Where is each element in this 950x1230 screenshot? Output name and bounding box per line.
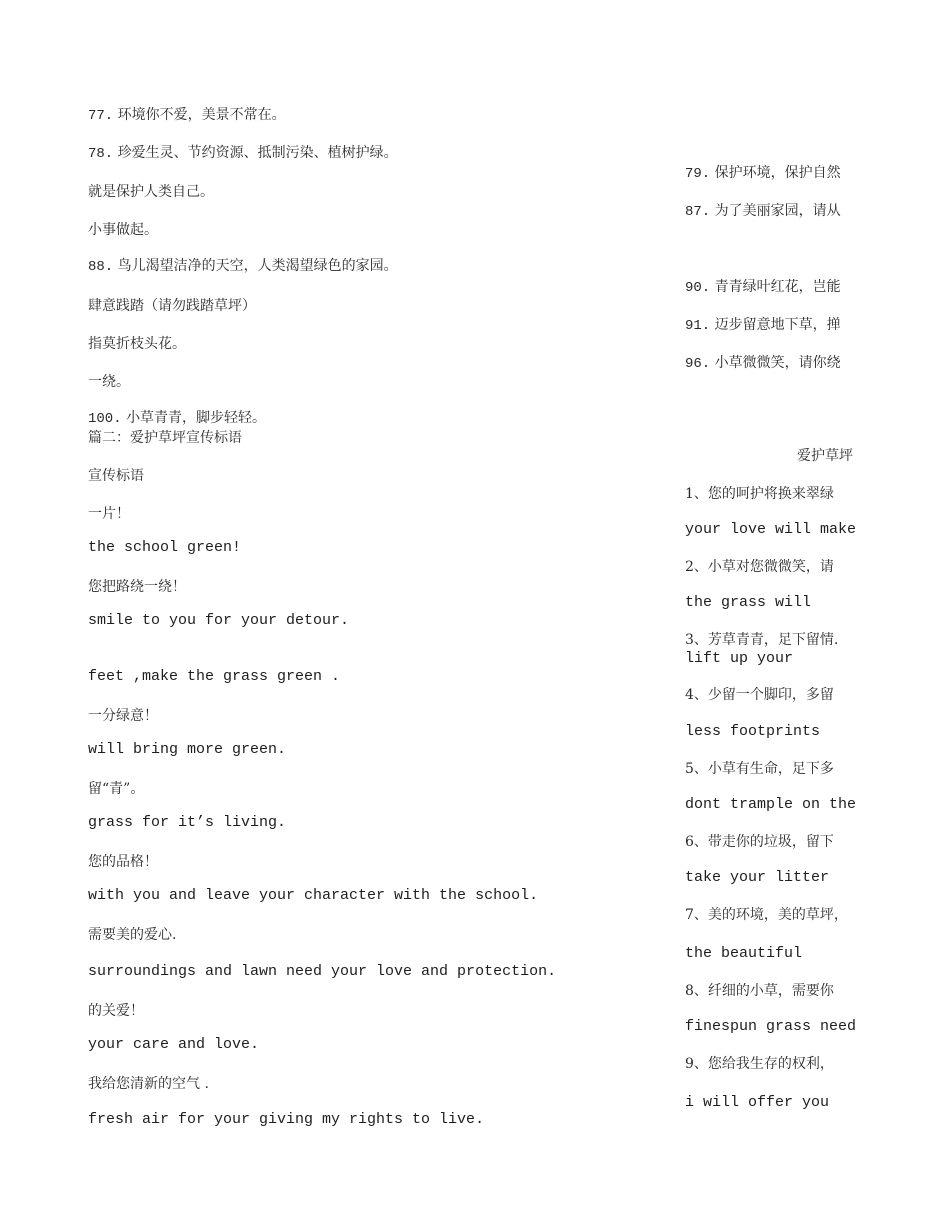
slogan-en-line: grass for it’s living. bbox=[88, 814, 287, 831]
slogan-cn-line: 9、您给我生存的权利， bbox=[685, 1056, 834, 1072]
slogan-text: 迈步留意地下草，掸 bbox=[714, 317, 841, 333]
section-title: 篇二：爱护草坪宣传标语 bbox=[88, 430, 242, 446]
slogan-en-line: fresh air for your giving my rights to live. bbox=[88, 1111, 485, 1128]
item-number: 79. bbox=[685, 166, 711, 182]
slogan-en-line: finespun grass need bbox=[685, 1018, 857, 1035]
item-number: 100. bbox=[88, 411, 122, 427]
item-number: 91. bbox=[685, 318, 711, 334]
slogan-en-line: surroundings and lawn need your love and protection. bbox=[88, 963, 557, 980]
slogan-88 bbox=[88, 259, 398, 274]
slogan-text: 鸟儿渴望洁净的天空，人类渴望绿色的家园。 bbox=[117, 258, 398, 274]
slogan-text: 小草青青，脚步轻轻。 bbox=[126, 410, 267, 426]
slogan-text: 保护环境，保护自然 bbox=[714, 165, 841, 181]
slogan-cn-line: 的关爱！ bbox=[88, 1003, 144, 1019]
item-number: 88. bbox=[88, 259, 114, 275]
text-fragment: 就是保护人类自己。 bbox=[88, 184, 214, 200]
slogan-cn-line: 6、带走你的垃圾，留下 bbox=[685, 834, 834, 850]
slogan-87 bbox=[685, 204, 841, 219]
text-fragment: 小事做起。 bbox=[88, 222, 158, 238]
slogan-en-line: smile to you for your detour. bbox=[88, 612, 350, 629]
slogan-en-line: your love will make bbox=[685, 521, 857, 538]
text-fragment: 肆意践踏（请勿践踏草坪） bbox=[88, 298, 256, 314]
item-number: 77. bbox=[88, 108, 114, 124]
slogan-text: 环境你不爱，美景不常在。 bbox=[117, 107, 286, 123]
text-fragment: 一绕。 bbox=[88, 374, 130, 390]
slogan-96 bbox=[685, 356, 841, 371]
slogan-cn-line: 一分绿意！ bbox=[88, 708, 158, 724]
text-fragment: 指莫折枝头花。 bbox=[88, 336, 186, 352]
slogan-cn-line: 3、芳草青青，足下留情. bbox=[685, 632, 839, 648]
slogan-en-line: take your litter bbox=[685, 869, 830, 886]
slogan-en-line: the school green! bbox=[88, 539, 242, 556]
item-number: 96. bbox=[685, 356, 711, 372]
section-subtitle: 宣传标语 bbox=[88, 468, 144, 484]
slogan-cn-line: 1、您的呵护将换来翠绿 bbox=[685, 486, 834, 502]
slogan-100 bbox=[88, 411, 266, 426]
slogan-cn-line: 2、小草对您微微笑，请 bbox=[685, 559, 834, 575]
slogan-cn-line: 8、纤细的小草，需要你 bbox=[685, 983, 834, 999]
slogan-78 bbox=[88, 146, 398, 161]
slogan-en-line: dont trample on the bbox=[685, 796, 857, 813]
slogan-cn-line: 7、美的环境，美的草坪， bbox=[685, 907, 848, 923]
slogan-en-line: lift up your bbox=[685, 650, 794, 667]
slogan-en-line: feet ,make the grass green . bbox=[88, 668, 341, 685]
slogan-en-line: will bring more green. bbox=[88, 741, 287, 758]
slogan-91 bbox=[685, 318, 841, 333]
slogan-cn-line: 我给您清新的空气 . bbox=[88, 1076, 209, 1092]
slogan-text: 为了美丽家园，请从 bbox=[714, 203, 841, 219]
slogan-cn-line: 留“青”。 bbox=[88, 781, 145, 797]
slogan-77 bbox=[88, 108, 286, 123]
slogan-cn-line: 需要美的爱心. bbox=[88, 927, 177, 943]
slogan-en-line: with you and leave your character with the school. bbox=[88, 887, 539, 904]
slogan-79 bbox=[685, 166, 841, 181]
slogan-text: 小草微微笑，请你绕 bbox=[714, 355, 841, 371]
slogan-90 bbox=[685, 280, 841, 295]
item-number: 90. bbox=[685, 280, 711, 296]
slogan-cn-line: 5、小草有生命，足下多 bbox=[685, 761, 834, 777]
slogan-en-line: less footprints bbox=[685, 723, 821, 740]
slogan-cn-line: 一片！ bbox=[88, 506, 130, 522]
slogan-cn-line: 您把路绕一绕！ bbox=[88, 579, 186, 595]
right-heading: 爱护草坪 bbox=[797, 448, 853, 464]
slogan-cn-line: 您的品格！ bbox=[88, 854, 158, 870]
item-number: 87. bbox=[685, 204, 711, 220]
slogan-en-line: the beautiful bbox=[685, 945, 803, 962]
slogan-en-line: the grass will bbox=[685, 594, 812, 611]
slogan-text: 青青绿叶红花，岂能 bbox=[714, 279, 841, 295]
slogan-text: 珍爱生灵、节约资源、抵制污染、植树护绿。 bbox=[117, 145, 398, 161]
slogan-en-line: i will offer you bbox=[685, 1094, 830, 1111]
slogan-en-line: your care and love. bbox=[88, 1036, 260, 1053]
slogan-cn-line: 4、少留一个脚印，多留 bbox=[685, 687, 834, 703]
item-number: 78. bbox=[88, 146, 114, 162]
